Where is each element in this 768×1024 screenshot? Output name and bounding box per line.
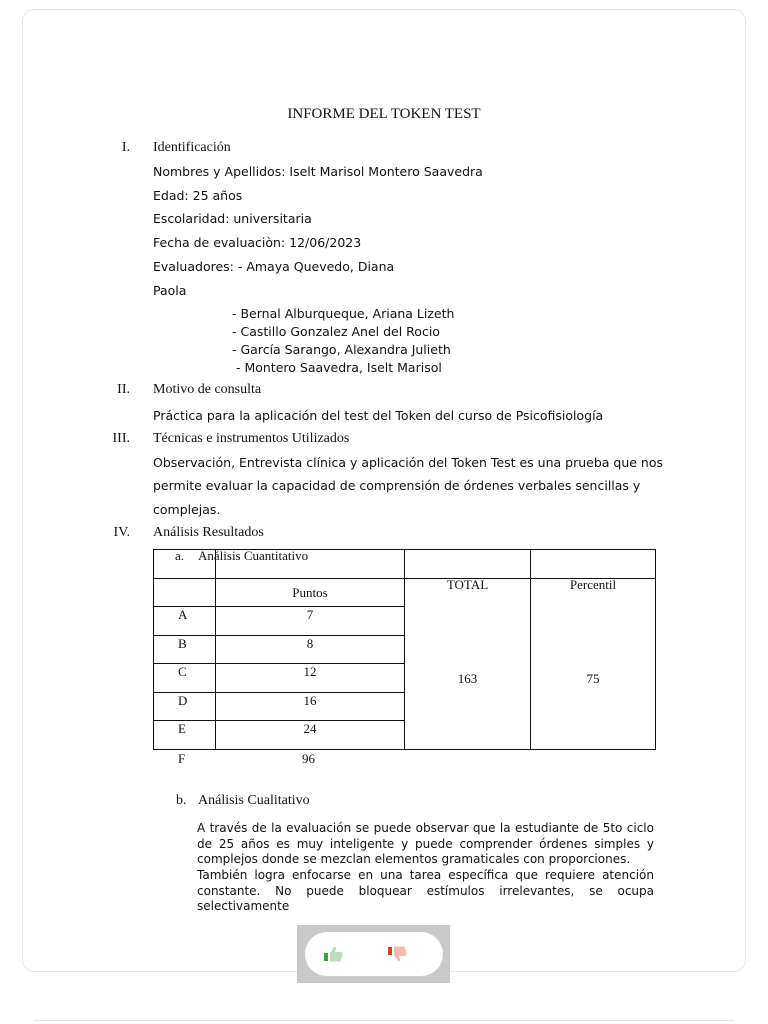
qual-title: Análisis Cualitativo xyxy=(198,793,310,808)
section-number: I. xyxy=(121,140,130,155)
header-points: Puntos xyxy=(216,579,405,607)
section-title-motivo: Motivo de consulta xyxy=(153,382,262,397)
header-percentil: Percentil xyxy=(569,577,617,592)
total-column xyxy=(405,579,531,750)
evaluator-item: - Bernal Alburqueque, Ariana Lizeth xyxy=(232,306,455,321)
row-label: E xyxy=(154,721,216,750)
percentil-value: 75 xyxy=(586,671,600,686)
id-evaluators: Evaluadores: - Amaya Quevedo, Diana xyxy=(153,259,395,274)
id-age: Edad: 25 años xyxy=(153,188,243,203)
id-schooling: Escolaridad: universitaria xyxy=(153,211,312,226)
percentil-column xyxy=(531,579,656,750)
id-evaluators-cont: Paola xyxy=(153,283,187,298)
results-table xyxy=(153,549,656,750)
row-label: A xyxy=(154,607,216,636)
row-points: 8 xyxy=(216,636,405,664)
section-title-analisis: Análisis Resultados xyxy=(153,525,264,540)
evaluator-item: - García Sarango, Alexandra Julieth xyxy=(232,342,451,357)
tecnicas-line: complejas. xyxy=(153,502,221,517)
qual-label: b. xyxy=(176,793,187,808)
tecnicas-line: Observación, Entrevista clínica y aplicación del Token Test es una prueba que nos xyxy=(153,455,663,470)
thumbs-up-icon[interactable] xyxy=(323,945,345,963)
evaluator-item: - Castillo Gonzalez Anel del Rocio xyxy=(232,324,440,339)
motivo-text: Práctica para la aplicación del test del Token del curso de Psicofisiología xyxy=(153,408,604,423)
evaluator-item: - Montero Saavedra, Iselt Marisol xyxy=(232,360,442,375)
row-points: 7 xyxy=(216,607,405,636)
section-number: IV. xyxy=(113,525,130,540)
tecnicas-line: permite evaluar la capacidad de comprensión de órdenes verbales sencillas y xyxy=(153,478,641,493)
id-name: Nombres y Apellidos: Iselt Marisol Montero Saavedra xyxy=(153,164,483,179)
row-label: B xyxy=(154,636,216,664)
section-number: II. xyxy=(117,382,130,397)
row-label: C xyxy=(154,664,216,693)
thumbs-down-icon[interactable] xyxy=(387,945,409,963)
qual-paragraph: También logra enfocarse en una tarea específica que requiere atención constante. No puede bloquear estímulos irrelevantes, se ocupa selectivamente xyxy=(197,868,654,913)
row-points: 96 xyxy=(302,751,315,766)
row-points: 12 xyxy=(216,664,405,693)
header-total: TOTAL xyxy=(446,577,489,592)
id-date: Fecha de evaluaciòn: 12/06/2023 xyxy=(153,235,362,250)
section-number: III. xyxy=(112,431,130,446)
quant-title: Análisis Cuantitativo xyxy=(198,548,309,563)
document-title: INFORME DEL TOKEN TEST xyxy=(287,106,481,122)
section-title-tecnicas: Técnicas e instrumentos Utilizados xyxy=(153,431,350,446)
section-title-identificacion: Identificación xyxy=(153,140,231,155)
divider xyxy=(34,1020,734,1021)
qual-paragraph: A través de la evaluación se puede observar que la estudiante de 5to ciclo de 25 años es muy inteligente y puede comprender órdenes simples y complejos donde se mezclan elementos gramaticales con proporciones. xyxy=(197,821,654,866)
row-points: 16 xyxy=(216,693,405,721)
row-points: 24 xyxy=(216,721,405,750)
row-label: F xyxy=(178,751,186,766)
row-label: D xyxy=(154,693,216,721)
total-value: 163 xyxy=(457,671,478,686)
quant-label: a. xyxy=(175,548,185,563)
